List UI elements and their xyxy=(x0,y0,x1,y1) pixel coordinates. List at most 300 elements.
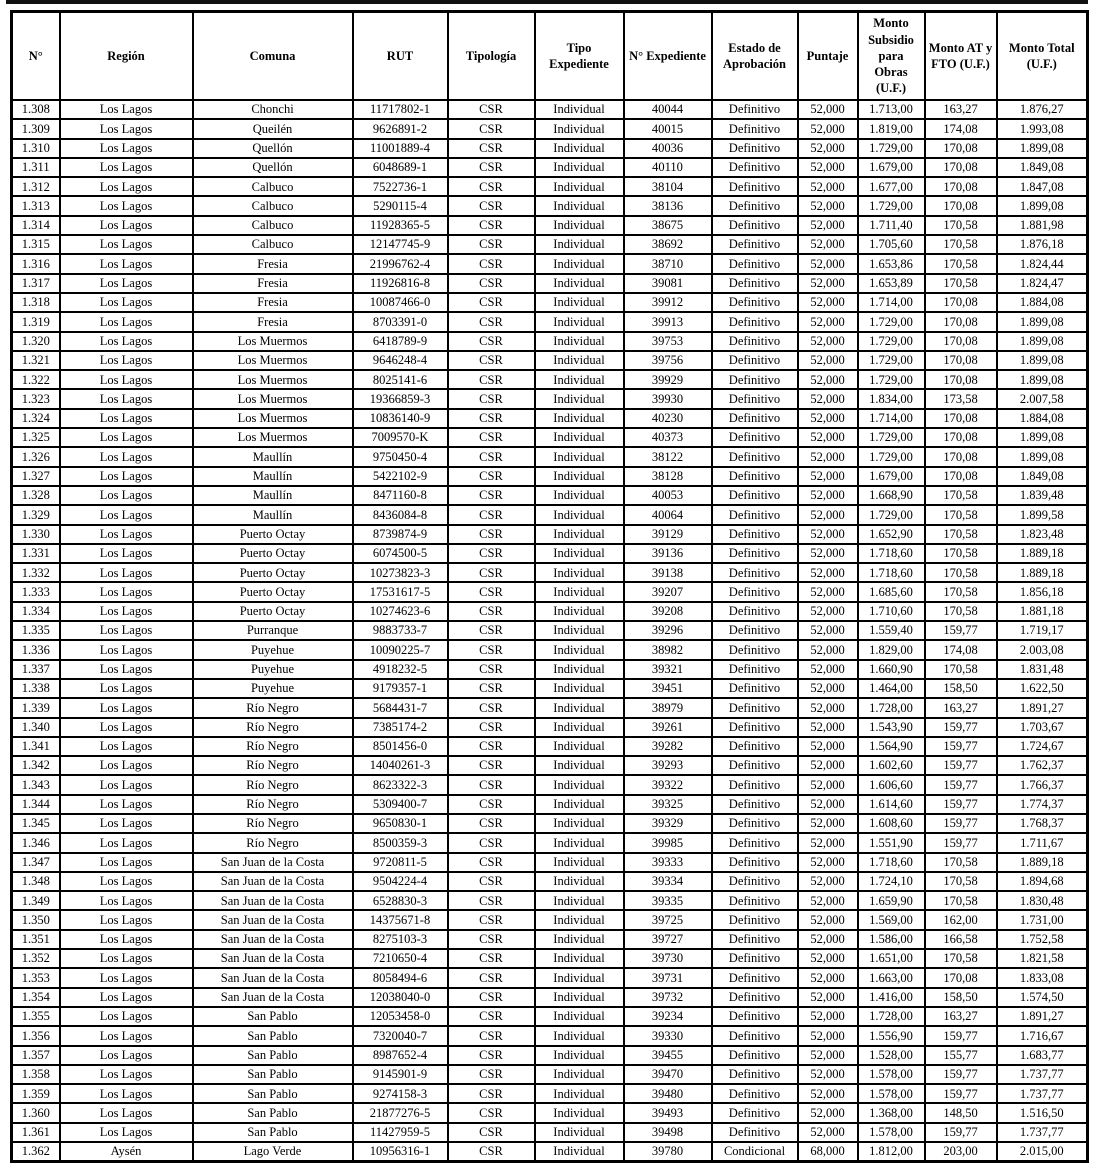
cell-monto-at-fto-uf: 162,00 xyxy=(925,910,997,929)
cell-puntaje: 52,000 xyxy=(798,312,858,331)
cell-numero-expediente: 38136 xyxy=(624,196,712,215)
cell-puntaje: 52,000 xyxy=(798,1103,858,1122)
cell-comuna: Calbuco xyxy=(193,216,353,235)
cell-tipologia: CSR xyxy=(448,949,535,968)
cell-comuna: Maullín xyxy=(193,486,353,505)
cell-tipo-expediente: Individual xyxy=(535,293,624,312)
cell-monto-total-uf: 1.899,08 xyxy=(997,428,1088,447)
cell-tipo-expediente: Individual xyxy=(535,1123,624,1142)
cell-rut: 5422102-9 xyxy=(353,467,448,486)
table-row xyxy=(12,447,1088,466)
cell-monto-at-fto-uf: 159,77 xyxy=(925,1123,997,1142)
cell-monto-at-fto-uf: 163,27 xyxy=(925,100,997,119)
cell-numero: 1.333 xyxy=(12,582,60,601)
cell-region: Los Lagos xyxy=(60,332,193,351)
cell-rut: 6528830-3 xyxy=(353,891,448,910)
cell-monto-total-uf: 1.711,67 xyxy=(997,833,1088,852)
cell-comuna: Fresia xyxy=(193,293,353,312)
table-row xyxy=(12,274,1088,293)
cell-puntaje: 52,000 xyxy=(798,332,858,351)
cell-rut: 10956316-1 xyxy=(353,1142,448,1161)
cell-rut: 5684431-7 xyxy=(353,698,448,717)
cell-tipologia: CSR xyxy=(448,525,535,544)
cell-rut: 21996762-4 xyxy=(353,254,448,273)
cell-rut: 8471160-8 xyxy=(353,486,448,505)
cell-monto-subsidio-obras-uf: 1.729,00 xyxy=(858,447,925,466)
cell-monto-at-fto-uf: 170,08 xyxy=(925,196,997,215)
cell-estado-aprobacion: Definitivo xyxy=(712,1026,798,1045)
cell-numero: 1.350 xyxy=(12,910,60,929)
cell-region: Los Lagos xyxy=(60,910,193,929)
cell-region: Los Lagos xyxy=(60,447,193,466)
cell-monto-subsidio-obras-uf: 1.578,00 xyxy=(858,1084,925,1103)
table-row xyxy=(12,293,1088,312)
cell-comuna: Fresia xyxy=(193,274,353,293)
cell-monto-subsidio-obras-uf: 1.729,00 xyxy=(858,312,925,331)
cell-tipo-expediente: Individual xyxy=(535,891,624,910)
cell-region: Los Lagos xyxy=(60,293,193,312)
cell-numero-expediente: 39296 xyxy=(624,621,712,640)
cell-tipologia: CSR xyxy=(448,775,535,794)
cell-monto-total-uf: 1.849,08 xyxy=(997,467,1088,486)
cell-monto-subsidio-obras-uf: 1.685,60 xyxy=(858,582,925,601)
cell-numero: 1.355 xyxy=(12,1007,60,1026)
cell-monto-subsidio-obras-uf: 1.718,60 xyxy=(858,563,925,582)
cell-rut: 7009570-K xyxy=(353,428,448,447)
cell-estado-aprobacion: Definitivo xyxy=(712,1046,798,1065)
cell-monto-at-fto-uf: 170,58 xyxy=(925,235,997,254)
cell-rut: 12038040-0 xyxy=(353,988,448,1007)
cell-rut: 8739874-9 xyxy=(353,525,448,544)
cell-rut: 11001889-4 xyxy=(353,139,448,158)
cell-tipo-expediente: Individual xyxy=(535,447,624,466)
cell-comuna: San Juan de la Costa xyxy=(193,988,353,1007)
cell-numero: 1.358 xyxy=(12,1065,60,1084)
cell-tipologia: CSR xyxy=(448,139,535,158)
cell-monto-at-fto-uf: 170,08 xyxy=(925,370,997,389)
cell-region: Los Lagos xyxy=(60,505,193,524)
cell-numero: 1.344 xyxy=(12,795,60,814)
cell-puntaje: 52,000 xyxy=(798,428,858,447)
cell-numero: 1.332 xyxy=(12,563,60,582)
cell-monto-subsidio-obras-uf: 1.586,00 xyxy=(858,930,925,949)
cell-monto-subsidio-obras-uf: 1.653,86 xyxy=(858,254,925,273)
cell-tipologia: CSR xyxy=(448,640,535,659)
cell-rut: 9145901-9 xyxy=(353,1065,448,1084)
cell-rut: 9504224-4 xyxy=(353,872,448,891)
cell-monto-total-uf: 1.847,08 xyxy=(997,177,1088,196)
cell-rut: 12053458-0 xyxy=(353,1007,448,1026)
cell-region: Los Lagos xyxy=(60,968,193,987)
cell-numero-expediente: 38692 xyxy=(624,235,712,254)
cell-rut: 10273823-3 xyxy=(353,563,448,582)
cell-monto-total-uf: 1.821,58 xyxy=(997,949,1088,968)
table-row xyxy=(12,332,1088,351)
cell-estado-aprobacion: Definitivo xyxy=(712,139,798,158)
cell-monto-total-uf: 1.891,27 xyxy=(997,698,1088,717)
cell-tipologia: CSR xyxy=(448,1103,535,1122)
cell-tipo-expediente: Individual xyxy=(535,1142,624,1161)
cell-numero-expediente: 39261 xyxy=(624,718,712,737)
cell-numero: 1.353 xyxy=(12,968,60,987)
cell-rut: 8275103-3 xyxy=(353,930,448,949)
cell-tipo-expediente: Individual xyxy=(535,621,624,640)
cell-numero: 1.339 xyxy=(12,698,60,717)
cell-numero: 1.317 xyxy=(12,274,60,293)
cell-rut: 7320040-7 xyxy=(353,1026,448,1045)
cell-monto-total-uf: 1.881,18 xyxy=(997,602,1088,621)
cell-region: Los Lagos xyxy=(60,196,193,215)
cell-region: Los Lagos xyxy=(60,389,193,408)
cell-estado-aprobacion: Definitivo xyxy=(712,525,798,544)
cell-region: Los Lagos xyxy=(60,949,193,968)
cell-puntaje: 52,000 xyxy=(798,370,858,389)
table-row xyxy=(12,1026,1088,1045)
cell-numero-expediente: 40230 xyxy=(624,409,712,428)
cell-region: Los Lagos xyxy=(60,602,193,621)
cell-puntaje: 52,000 xyxy=(798,119,858,138)
cell-comuna: San Juan de la Costa xyxy=(193,891,353,910)
cell-numero: 1.316 xyxy=(12,254,60,273)
cell-region: Los Lagos xyxy=(60,563,193,582)
table-row xyxy=(12,544,1088,563)
cell-tipologia: CSR xyxy=(448,293,535,312)
cell-monto-subsidio-obras-uf: 1.729,00 xyxy=(858,196,925,215)
cell-numero: 1.321 xyxy=(12,351,60,370)
cell-region: Los Lagos xyxy=(60,1065,193,1084)
cell-monto-total-uf: 1.884,08 xyxy=(997,409,1088,428)
cell-monto-total-uf: 1.724,67 xyxy=(997,737,1088,756)
cell-tipo-expediente: Individual xyxy=(535,196,624,215)
cell-rut: 8703391-0 xyxy=(353,312,448,331)
cell-numero-expediente: 39321 xyxy=(624,660,712,679)
cell-tipologia: CSR xyxy=(448,679,535,698)
cell-puntaje: 52,000 xyxy=(798,891,858,910)
cell-puntaje: 52,000 xyxy=(798,698,858,717)
cell-estado-aprobacion: Definitivo xyxy=(712,814,798,833)
cell-puntaje: 68,000 xyxy=(798,1142,858,1161)
cell-rut: 8623322-3 xyxy=(353,775,448,794)
cell-estado-aprobacion: Definitivo xyxy=(712,467,798,486)
cell-tipologia: CSR xyxy=(448,119,535,138)
cell-monto-total-uf: 1.899,08 xyxy=(997,351,1088,370)
cell-puntaje: 52,000 xyxy=(798,621,858,640)
cell-region: Los Lagos xyxy=(60,428,193,447)
cell-monto-total-uf: 1.881,98 xyxy=(997,216,1088,235)
cell-region: Los Lagos xyxy=(60,486,193,505)
cell-monto-subsidio-obras-uf: 1.416,00 xyxy=(858,988,925,1007)
cell-monto-subsidio-obras-uf: 1.608,60 xyxy=(858,814,925,833)
table-row xyxy=(12,853,1088,872)
cell-monto-at-fto-uf: 170,58 xyxy=(925,563,997,582)
cell-region: Los Lagos xyxy=(60,177,193,196)
cell-numero-expediente: 39322 xyxy=(624,775,712,794)
cell-puntaje: 52,000 xyxy=(798,254,858,273)
cell-tipo-expediente: Individual xyxy=(535,910,624,929)
table-row xyxy=(12,216,1088,235)
cell-comuna: Río Negro xyxy=(193,775,353,794)
column-header-numero: N° xyxy=(12,12,60,101)
cell-numero: 1.324 xyxy=(12,409,60,428)
cell-comuna: San Pablo xyxy=(193,1026,353,1045)
cell-numero-expediente: 39498 xyxy=(624,1123,712,1142)
cell-comuna: Río Negro xyxy=(193,737,353,756)
cell-tipologia: CSR xyxy=(448,756,535,775)
cell-monto-total-uf: 1.737,77 xyxy=(997,1084,1088,1103)
cell-tipo-expediente: Individual xyxy=(535,467,624,486)
table-row xyxy=(12,718,1088,737)
cell-monto-total-uf: 1.899,08 xyxy=(997,196,1088,215)
table-body xyxy=(12,100,1088,1161)
cell-monto-at-fto-uf: 148,50 xyxy=(925,1103,997,1122)
cell-estado-aprobacion: Definitivo xyxy=(712,370,798,389)
cell-tipo-expediente: Individual xyxy=(535,139,624,158)
cell-region: Los Lagos xyxy=(60,158,193,177)
cell-numero-expediente: 39730 xyxy=(624,949,712,968)
cell-monto-total-uf: 1.894,68 xyxy=(997,872,1088,891)
cell-numero-expediente: 39725 xyxy=(624,910,712,929)
cell-numero-expediente: 39329 xyxy=(624,814,712,833)
cell-monto-at-fto-uf: 158,50 xyxy=(925,988,997,1007)
cell-region: Los Lagos xyxy=(60,679,193,698)
cell-monto-total-uf: 1.762,37 xyxy=(997,756,1088,775)
cell-region: Los Lagos xyxy=(60,698,193,717)
cell-rut: 8058494-6 xyxy=(353,968,448,987)
cell-region: Los Lagos xyxy=(60,737,193,756)
cell-numero: 1.327 xyxy=(12,467,60,486)
cell-rut: 6418789-9 xyxy=(353,332,448,351)
cell-numero: 1.348 xyxy=(12,872,60,891)
cell-region: Los Lagos xyxy=(60,1046,193,1065)
cell-monto-total-uf: 1.622,50 xyxy=(997,679,1088,698)
cell-comuna: Puyehue xyxy=(193,660,353,679)
cell-numero-expediente: 39282 xyxy=(624,737,712,756)
cell-estado-aprobacion: Definitivo xyxy=(712,177,798,196)
cell-tipo-expediente: Individual xyxy=(535,814,624,833)
cell-numero-expediente: 39753 xyxy=(624,332,712,351)
cell-puntaje: 52,000 xyxy=(798,640,858,659)
cell-numero-expediente: 38122 xyxy=(624,447,712,466)
cell-rut: 9626891-2 xyxy=(353,119,448,138)
cell-numero: 1.318 xyxy=(12,293,60,312)
table-row xyxy=(12,389,1088,408)
cell-monto-subsidio-obras-uf: 1.663,00 xyxy=(858,968,925,987)
cell-monto-subsidio-obras-uf: 1.651,00 xyxy=(858,949,925,968)
cell-monto-at-fto-uf: 174,08 xyxy=(925,640,997,659)
cell-region: Los Lagos xyxy=(60,139,193,158)
cell-monto-at-fto-uf: 173,58 xyxy=(925,389,997,408)
cell-numero-expediente: 39293 xyxy=(624,756,712,775)
cell-comuna: San Juan de la Costa xyxy=(193,853,353,872)
cell-estado-aprobacion: Definitivo xyxy=(712,775,798,794)
cell-comuna: San Pablo xyxy=(193,1103,353,1122)
cell-comuna: Puerto Octay xyxy=(193,582,353,601)
cell-rut: 11926816-8 xyxy=(353,274,448,293)
cell-monto-at-fto-uf: 163,27 xyxy=(925,1007,997,1026)
cell-tipologia: CSR xyxy=(448,100,535,119)
cell-monto-at-fto-uf: 166,58 xyxy=(925,930,997,949)
cell-numero: 1.349 xyxy=(12,891,60,910)
cell-estado-aprobacion: Definitivo xyxy=(712,332,798,351)
cell-estado-aprobacion: Definitivo xyxy=(712,910,798,929)
cell-estado-aprobacion: Definitivo xyxy=(712,621,798,640)
table-row xyxy=(12,1084,1088,1103)
cell-tipologia: CSR xyxy=(448,447,535,466)
cell-rut: 5309400-7 xyxy=(353,795,448,814)
table-row xyxy=(12,756,1088,775)
cell-tipologia: CSR xyxy=(448,312,535,331)
cell-comuna: Puyehue xyxy=(193,679,353,698)
cell-tipologia: CSR xyxy=(448,235,535,254)
cell-puntaje: 52,000 xyxy=(798,679,858,698)
cell-tipologia: CSR xyxy=(448,1007,535,1026)
cell-estado-aprobacion: Definitivo xyxy=(712,602,798,621)
cell-numero-expediente: 39780 xyxy=(624,1142,712,1161)
cell-tipologia: CSR xyxy=(448,332,535,351)
cell-monto-subsidio-obras-uf: 1.705,60 xyxy=(858,235,925,254)
cell-tipo-expediente: Individual xyxy=(535,177,624,196)
cell-estado-aprobacion: Definitivo xyxy=(712,486,798,505)
cell-estado-aprobacion: Definitivo xyxy=(712,988,798,1007)
cell-numero-expediente: 39756 xyxy=(624,351,712,370)
cell-puntaje: 52,000 xyxy=(798,718,858,737)
cell-tipo-expediente: Individual xyxy=(535,563,624,582)
cell-monto-subsidio-obras-uf: 1.728,00 xyxy=(858,1007,925,1026)
cell-estado-aprobacion: Definitivo xyxy=(712,351,798,370)
cell-monto-subsidio-obras-uf: 1.668,90 xyxy=(858,486,925,505)
cell-monto-subsidio-obras-uf: 1.464,00 xyxy=(858,679,925,698)
cell-numero-expediente: 40064 xyxy=(624,505,712,524)
cell-comuna: Puyehue xyxy=(193,640,353,659)
cell-estado-aprobacion: Definitivo xyxy=(712,293,798,312)
cell-estado-aprobacion: Definitivo xyxy=(712,1007,798,1026)
cell-tipologia: CSR xyxy=(448,351,535,370)
cell-monto-subsidio-obras-uf: 1.812,00 xyxy=(858,1142,925,1161)
cell-tipo-expediente: Individual xyxy=(535,1007,624,1026)
cell-tipologia: CSR xyxy=(448,409,535,428)
cell-monto-at-fto-uf: 159,77 xyxy=(925,718,997,737)
cell-monto-subsidio-obras-uf: 1.606,60 xyxy=(858,775,925,794)
cell-numero-expediente: 39451 xyxy=(624,679,712,698)
cell-tipo-expediente: Individual xyxy=(535,968,624,987)
cell-comuna: Río Negro xyxy=(193,718,353,737)
cell-tipo-expediente: Individual xyxy=(535,640,624,659)
cell-monto-subsidio-obras-uf: 1.653,89 xyxy=(858,274,925,293)
cell-numero-expediente: 40015 xyxy=(624,119,712,138)
cell-numero-expediente: 39912 xyxy=(624,293,712,312)
table-row xyxy=(12,428,1088,447)
cell-tipo-expediente: Individual xyxy=(535,756,624,775)
cell-puntaje: 52,000 xyxy=(798,1046,858,1065)
cell-monto-at-fto-uf: 159,77 xyxy=(925,1084,997,1103)
cell-puntaje: 52,000 xyxy=(798,563,858,582)
cell-numero-expediente: 39913 xyxy=(624,312,712,331)
cell-monto-subsidio-obras-uf: 1.729,00 xyxy=(858,428,925,447)
cell-puntaje: 52,000 xyxy=(798,1084,858,1103)
cell-monto-at-fto-uf: 170,08 xyxy=(925,968,997,987)
cell-tipologia: CSR xyxy=(448,988,535,1007)
cell-tipologia: CSR xyxy=(448,621,535,640)
cell-monto-subsidio-obras-uf: 1.559,40 xyxy=(858,621,925,640)
cell-region: Los Lagos xyxy=(60,1084,193,1103)
column-header-tipologia: Tipología xyxy=(448,12,535,101)
cell-monto-at-fto-uf: 170,08 xyxy=(925,177,997,196)
cell-tipologia: CSR xyxy=(448,370,535,389)
cell-monto-at-fto-uf: 170,58 xyxy=(925,544,997,563)
cell-tipo-expediente: Individual xyxy=(535,1065,624,1084)
cell-monto-total-uf: 2.003,08 xyxy=(997,640,1088,659)
cell-region: Los Lagos xyxy=(60,872,193,891)
cell-numero-expediente: 40036 xyxy=(624,139,712,158)
cell-tipo-expediente: Individual xyxy=(535,312,624,331)
cell-monto-subsidio-obras-uf: 1.729,00 xyxy=(858,505,925,524)
cell-monto-subsidio-obras-uf: 1.679,00 xyxy=(858,158,925,177)
cell-numero: 1.322 xyxy=(12,370,60,389)
cell-rut: 10087466-0 xyxy=(353,293,448,312)
table-row xyxy=(12,119,1088,138)
table-row xyxy=(12,312,1088,331)
column-header-comuna: Comuna xyxy=(193,12,353,101)
cell-numero-expediente: 39330 xyxy=(624,1026,712,1045)
cell-estado-aprobacion: Definitivo xyxy=(712,544,798,563)
cell-comuna: Puerto Octay xyxy=(193,602,353,621)
cell-rut: 9650830-1 xyxy=(353,814,448,833)
cell-numero-expediente: 39234 xyxy=(624,1007,712,1026)
cell-monto-total-uf: 1.884,08 xyxy=(997,293,1088,312)
cell-monto-subsidio-obras-uf: 1.602,60 xyxy=(858,756,925,775)
cell-estado-aprobacion: Definitivo xyxy=(712,582,798,601)
cell-estado-aprobacion: Definitivo xyxy=(712,756,798,775)
cell-comuna: Los Muermos xyxy=(193,370,353,389)
cell-comuna: Puerto Octay xyxy=(193,563,353,582)
cell-numero-expediente: 39480 xyxy=(624,1084,712,1103)
cell-tipologia: CSR xyxy=(448,891,535,910)
cell-puntaje: 52,000 xyxy=(798,486,858,505)
cell-tipologia: CSR xyxy=(448,582,535,601)
cell-comuna: Chonchi xyxy=(193,100,353,119)
cell-rut: 17531617-5 xyxy=(353,582,448,601)
cell-numero: 1.328 xyxy=(12,486,60,505)
table-row xyxy=(12,1123,1088,1142)
cell-comuna: Los Muermos xyxy=(193,332,353,351)
cell-monto-at-fto-uf: 170,58 xyxy=(925,505,997,524)
cell-numero: 1.330 xyxy=(12,525,60,544)
cell-estado-aprobacion: Definitivo xyxy=(712,795,798,814)
cell-puntaje: 52,000 xyxy=(798,756,858,775)
cell-region: Los Lagos xyxy=(60,814,193,833)
cell-numero: 1.351 xyxy=(12,930,60,949)
cell-monto-total-uf: 1.574,50 xyxy=(997,988,1088,1007)
cell-tipo-expediente: Individual xyxy=(535,544,624,563)
table-row xyxy=(12,158,1088,177)
cell-monto-at-fto-uf: 170,58 xyxy=(925,891,997,910)
table-row xyxy=(12,968,1088,987)
table-row xyxy=(12,1103,1088,1122)
cell-monto-subsidio-obras-uf: 1.659,90 xyxy=(858,891,925,910)
cell-region: Los Lagos xyxy=(60,775,193,794)
cell-tipo-expediente: Individual xyxy=(535,1103,624,1122)
cell-tipologia: CSR xyxy=(448,254,535,273)
cell-tipo-expediente: Individual xyxy=(535,718,624,737)
cell-monto-total-uf: 1.774,37 xyxy=(997,795,1088,814)
cell-estado-aprobacion: Definitivo xyxy=(712,853,798,872)
table-row xyxy=(12,177,1088,196)
cell-numero: 1.362 xyxy=(12,1142,60,1161)
cell-monto-at-fto-uf: 170,08 xyxy=(925,312,997,331)
cell-monto-total-uf: 1.831,48 xyxy=(997,660,1088,679)
cell-numero: 1.346 xyxy=(12,833,60,852)
header-row xyxy=(12,12,1088,101)
